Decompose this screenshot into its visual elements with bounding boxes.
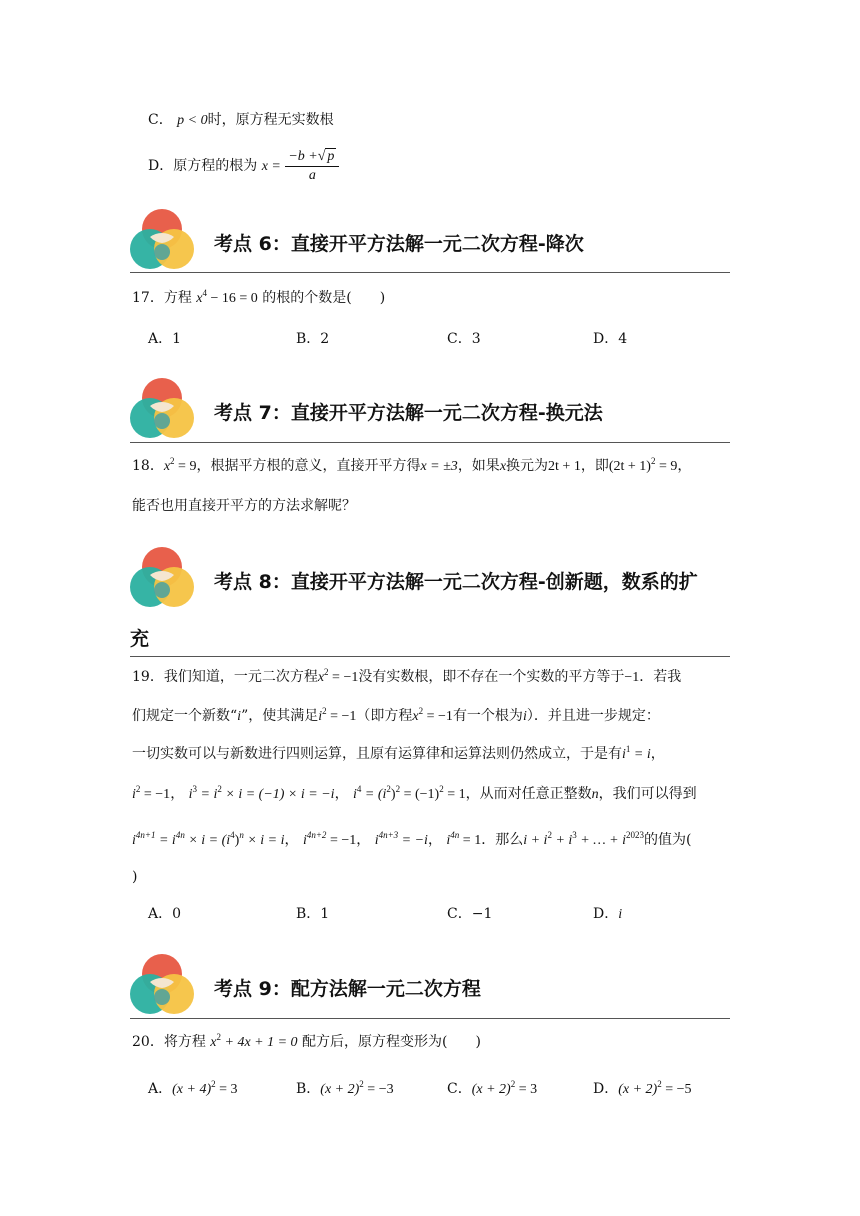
math-expr: + … + i [576,833,627,848]
question-text: 20．将方程 [132,1034,206,1050]
exponent: 2 [650,456,656,466]
math-var: i [618,907,623,922]
option-c [447,1078,537,1098]
option-d-line [148,147,339,186]
exponent: 2023 [626,830,645,840]
section-title: 考点 7：直接开平方法解一元二次方程-换元法 [214,402,603,424]
math-expr: = 1 [459,833,482,848]
math-var: x [163,459,171,474]
question-text: 没有实数根，即不存在一个实数的平方等于 [358,669,625,685]
venn-logo-icon [130,547,194,611]
math-expr: (x + 2) [320,1082,360,1097]
math-expr: × i = i [243,833,285,848]
math-var: i [622,747,626,762]
option-c: C．3 [447,331,481,347]
math-expr: − 16 = 0 [207,291,258,306]
math-expr: + i [551,833,573,848]
option-a [148,1078,238,1098]
question-text: 18． [132,458,164,474]
section-title: 考点 6：直接开平方法解一元二次方程-降次 [214,233,584,255]
exponent: 3 [192,784,198,794]
question-text: （即方程 [356,708,413,724]
option-c: C．−1 [447,906,493,922]
math-expr: x = [261,159,281,174]
exponent: 2 [217,784,222,794]
exponent: 2 [170,456,175,466]
exponent: 4n+1 [135,830,156,840]
question-text: ， [677,458,692,474]
math-expr: (2t + 1) [608,459,651,474]
question-19-line-3 [132,744,665,765]
math-expr: = −1 [326,709,357,724]
math-var: i [132,833,136,848]
math-var: x [196,291,203,306]
exponent: 2 [324,667,329,677]
question-18-line-2: 能否也用直接开平方的方法求解呢？ [132,498,356,514]
question-19-line-4 [132,784,697,805]
math-var: i [237,709,242,724]
option-label: D． [593,1081,619,1097]
exponent: 2 [322,706,327,716]
math-expr: i + i [523,833,548,848]
exponent: 4 [230,830,235,840]
math-expr: 2t + 1 [548,459,581,474]
section-title: 考点 9：配方法解一元二次方程 [214,978,481,1000]
question-17 [132,288,385,309]
question-text: 换元为 [506,458,549,474]
option-label: D． [593,906,619,922]
math-expr: = −1 [326,833,357,848]
math-var: x [317,670,325,685]
math-expr: (x + 4) [172,1082,212,1097]
exponent: 2 [395,784,401,794]
math-var: i [318,709,323,724]
venn-logo-icon [130,209,194,273]
section-heading-6 [130,209,730,273]
question-text: ，如果 [457,458,500,474]
fraction: $\frac{-b +√ p}{a}$ [285,148,339,185]
option-a: A．0 [148,906,182,922]
math-var: i [374,833,379,848]
math-var: n [591,787,599,802]
option-c-line [148,110,334,131]
separator: ， [356,832,371,848]
math-expr: = 3 [515,1082,538,1097]
math-expr: ) [390,787,396,802]
question-text: 的值为( [644,832,692,848]
option-d: D．4 [593,331,628,347]
exponent: 4 [202,288,207,298]
section-divider [130,442,730,443]
question-text: ，从而对任意正整数 [465,786,592,802]
question-19-line-6: ) [132,869,138,885]
numerator: −b + [288,148,318,164]
question-text: ．若我 [639,669,682,685]
option-label: A． [148,1081,173,1097]
exponent: 2 [135,784,141,794]
math-expr: = (i [361,787,387,802]
section-title: 考点 8：直接开平方法解一元二次方程-创新题，数系的扩 [214,571,698,593]
question-text: 一切实数可以与新数进行四则运算，且原有运算律和运算法则仍然成立，于是有 [132,746,622,762]
question-19-line-1 [132,667,681,688]
exponent: 3 [572,830,577,840]
math-var: i [353,787,357,802]
section-title-continuation: 充 [130,628,150,650]
math-expr: = i [155,833,176,848]
option-b [296,1078,394,1098]
math-expr: = −5 [661,1082,692,1097]
question-18-line-1 [132,456,691,477]
question-text: ）．并且进一步规定： [526,708,660,724]
question-text: ，即 [580,458,609,474]
exponent: 2 [547,830,552,840]
venn-logo-icon [130,378,194,442]
question-text: ”，使其满足 [241,708,319,724]
option-d [593,1078,692,1098]
question-19-line-5 [132,830,691,851]
math-var: i [446,833,451,848]
exponent: 2 [439,784,444,794]
separator: ， [334,786,349,802]
option-a: A．1 [148,331,182,347]
math-var: x [210,1035,217,1050]
option-label: C． [148,112,173,128]
exponent: 2 [359,1079,364,1089]
math-var: x [412,709,419,724]
question-text: 有一个根为 [452,708,523,724]
question-text: 17．方程 [132,290,192,306]
question-text: ，根据平方根的意义，直接开平方得 [196,458,421,474]
math-var: i [132,787,136,802]
math-expr: x = ±3 [420,459,458,474]
separator: ， [284,832,299,848]
math-expr: + 4x + 1 = 0 [221,1035,298,1050]
math-expr: ) [234,833,240,848]
exponent: 2 [211,1079,216,1089]
math-expr: −1 [624,670,640,685]
question-text: ．那么 [481,832,524,848]
question-text: 19．我们知道，一元二次方程 [132,669,318,685]
math-expr: = −3 [363,1082,394,1097]
math-expr: (x + 2) [618,1082,658,1097]
math-expr: = 3 [215,1082,238,1097]
exponent: 2 [216,1032,221,1042]
math-expr: = i [197,787,218,802]
math-var: i [302,833,307,848]
math-expr: = 9 [655,459,678,474]
math-expr: (x + 2) [471,1082,511,1097]
question-text: 配方后，原方程变形为( ) [302,1034,481,1050]
question-text: ， [650,746,665,762]
math-expr: = −1 [423,709,453,724]
exponent: 4n [175,830,185,840]
option-text: 时，原方程无实数根 [207,112,334,128]
section-heading-7 [130,378,730,442]
exponent: 2 [657,1079,662,1089]
section-divider [130,656,730,657]
question-text: 们规定一个新数“ [132,708,238,724]
math-expr: = (−1) [400,787,440,802]
math-expr: = 1 [443,787,466,802]
exponent: 4n+2 [306,830,327,840]
question-text: 的根的个数是( ) [262,290,386,306]
exponent: 2 [510,1079,516,1089]
section-divider [130,272,730,273]
math-var: x [499,459,507,474]
option-label: B． [296,1081,321,1097]
math-expr: = −i [398,833,428,848]
math-expr: p < 0 [177,113,208,128]
exponent: 4 [356,784,362,794]
exponent: 4n [450,830,460,840]
math-expr: = i [630,747,651,762]
math-var: i [188,787,193,802]
option-text: D．原方程的根为 [148,158,258,174]
math-expr: = 9 [174,459,197,474]
separator: ， [170,786,185,802]
section-divider [130,1018,730,1019]
exponent: 1 [625,744,631,754]
math-expr: × i = (i [184,833,231,848]
option-b: B．1 [296,906,330,922]
question-20 [132,1032,481,1053]
exponent: n [239,830,244,840]
option-b: B．2 [296,331,330,347]
section-heading-8 [130,547,730,611]
option-d [593,903,622,923]
exponent: 2 [418,706,424,716]
section-heading-9 [130,954,730,1018]
option-label: C． [447,1081,472,1097]
question-text: ，我们可以得到 [598,786,697,802]
radicand: p [327,148,335,164]
math-expr: = −1 [140,787,171,802]
math-var: i [522,709,527,724]
question-19-line-2 [132,706,660,727]
denominator: a [308,167,316,183]
math-expr: = −1 [328,670,359,685]
separator: ， [427,832,442,848]
exponent: 4n+3 [378,830,399,840]
venn-logo-icon [130,954,194,1018]
math-expr: × i = (−1) × i = −i [221,787,335,802]
exponent: 2 [386,784,391,794]
